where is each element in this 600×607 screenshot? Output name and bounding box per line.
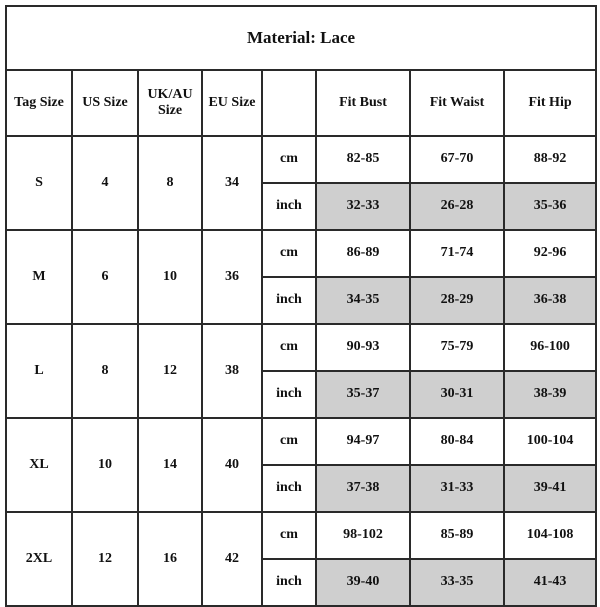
header-us-size: US Size (72, 70, 138, 136)
table-row (6, 324, 596, 371)
hip-cm-cell: 92-96 (504, 230, 596, 277)
header-row (6, 70, 596, 136)
waist-inch-cell: 28-29 (410, 277, 504, 324)
eu-size-cell: 38 (202, 324, 262, 418)
size-chart (5, 5, 595, 595)
waist-cm-cell: 85-89 (410, 512, 504, 559)
eu-size-cell: 34 (202, 136, 262, 230)
bust-cm-cell: 90-93 (316, 324, 410, 371)
unit-inch-cell: inch (262, 559, 316, 606)
header-eu-size: EU Size (202, 70, 262, 136)
table-title: Material: Lace (6, 6, 596, 70)
bust-cm-cell: 82-85 (316, 136, 410, 183)
uk-au-size-cell: 8 (138, 136, 202, 230)
bust-cm-cell: 86-89 (316, 230, 410, 277)
uk-au-size-cell: 14 (138, 418, 202, 512)
bust-inch-cell: 37-38 (316, 465, 410, 512)
bust-cm-cell: 98-102 (316, 512, 410, 559)
waist-cm-cell: 71-74 (410, 230, 504, 277)
tag-size-cell: S (6, 136, 72, 230)
hip-inch-cell: 36-38 (504, 277, 596, 324)
tag-size-cell: L (6, 324, 72, 418)
uk-au-size-cell: 12 (138, 324, 202, 418)
eu-size-cell: 36 (202, 230, 262, 324)
bust-inch-cell: 32-33 (316, 183, 410, 230)
waist-inch-cell: 33-35 (410, 559, 504, 606)
hip-inch-cell: 35-36 (504, 183, 596, 230)
waist-inch-cell: 30-31 (410, 371, 504, 418)
size-table (5, 5, 597, 607)
tag-size-cell: XL (6, 418, 72, 512)
us-size-cell: 12 (72, 512, 138, 606)
table-row (6, 512, 596, 559)
unit-inch-cell: inch (262, 465, 316, 512)
bust-inch-cell: 35-37 (316, 371, 410, 418)
uk-au-size-cell: 10 (138, 230, 202, 324)
header-fit-waist: Fit Waist (410, 70, 504, 136)
hip-cm-cell: 100-104 (504, 418, 596, 465)
unit-cm-cell: cm (262, 418, 316, 465)
table-row (6, 418, 596, 465)
unit-cm-cell: cm (262, 512, 316, 559)
waist-cm-cell: 80-84 (410, 418, 504, 465)
hip-cm-cell: 88-92 (504, 136, 596, 183)
us-size-cell: 8 (72, 324, 138, 418)
header-unit (262, 70, 316, 136)
waist-cm-cell: 75-79 (410, 324, 504, 371)
hip-cm-cell: 96-100 (504, 324, 596, 371)
unit-inch-cell: inch (262, 277, 316, 324)
unit-inch-cell: inch (262, 371, 316, 418)
header-uk-au-size: UK/AU Size (138, 70, 202, 136)
bust-cm-cell: 94-97 (316, 418, 410, 465)
tag-size-cell: 2XL (6, 512, 72, 606)
bust-inch-cell: 34-35 (316, 277, 410, 324)
tag-size-cell: M (6, 230, 72, 324)
waist-cm-cell: 67-70 (410, 136, 504, 183)
header-fit-bust: Fit Bust (316, 70, 410, 136)
unit-cm-cell: cm (262, 324, 316, 371)
eu-size-cell: 42 (202, 512, 262, 606)
us-size-cell: 10 (72, 418, 138, 512)
hip-cm-cell: 104-108 (504, 512, 596, 559)
uk-au-size-cell: 16 (138, 512, 202, 606)
hip-inch-cell: 38-39 (504, 371, 596, 418)
unit-cm-cell: cm (262, 136, 316, 183)
table-row (6, 136, 596, 183)
us-size-cell: 6 (72, 230, 138, 324)
waist-inch-cell: 31-33 (410, 465, 504, 512)
unit-cm-cell: cm (262, 230, 316, 277)
hip-inch-cell: 39-41 (504, 465, 596, 512)
header-tag-size: Tag Size (6, 70, 72, 136)
table-row (6, 230, 596, 277)
us-size-cell: 4 (72, 136, 138, 230)
waist-inch-cell: 26-28 (410, 183, 504, 230)
unit-inch-cell: inch (262, 183, 316, 230)
eu-size-cell: 40 (202, 418, 262, 512)
header-fit-hip: Fit Hip (504, 70, 596, 136)
hip-inch-cell: 41-43 (504, 559, 596, 606)
bust-inch-cell: 39-40 (316, 559, 410, 606)
